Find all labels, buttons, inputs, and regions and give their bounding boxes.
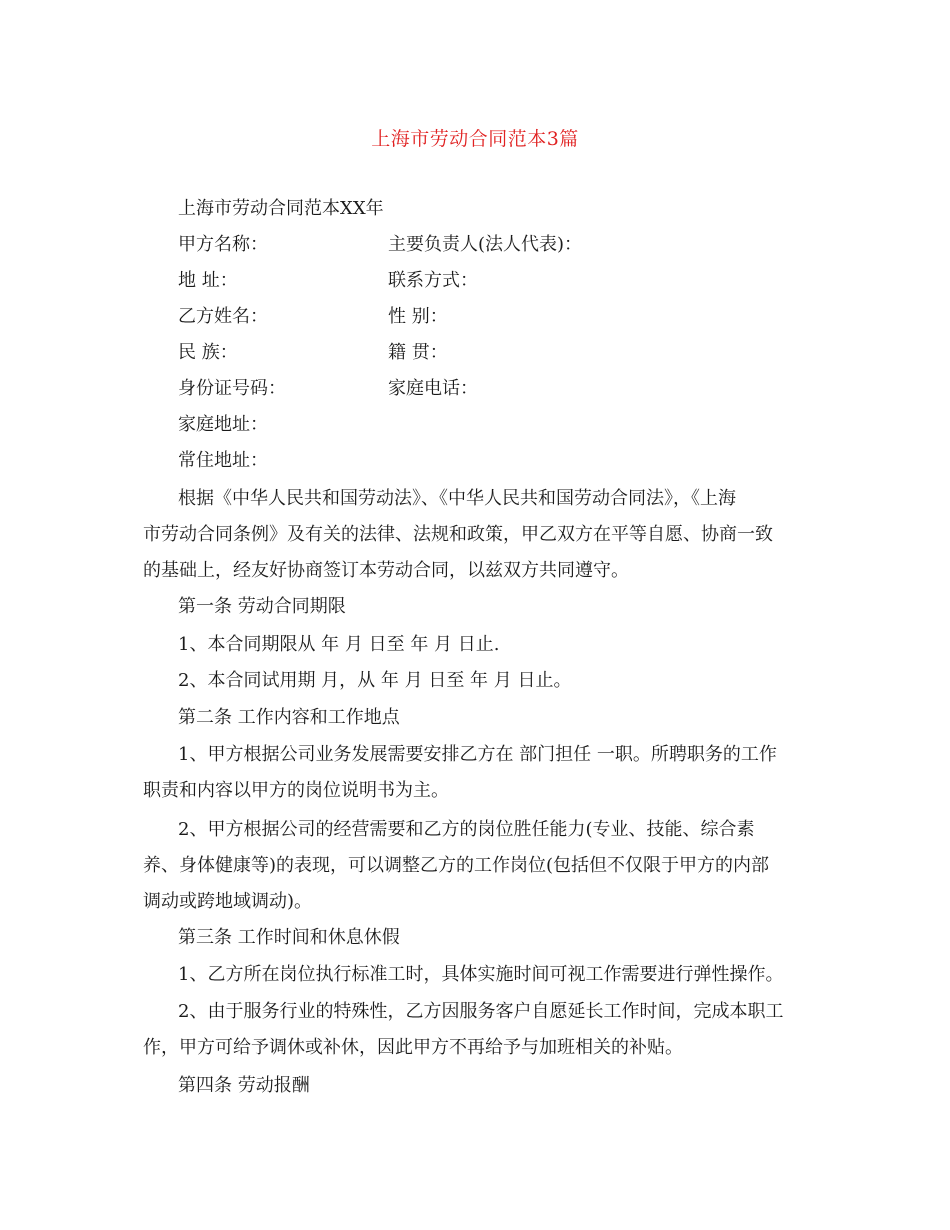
article-3-item-2-line-2: 作，甲方可给予调休或补休，因此甲方不再给予与加班相关的补贴。 <box>143 1037 683 1058</box>
field-native-place: 籍 贯： <box>388 342 448 363</box>
article-3-item-1: 1、乙方所在岗位执行标准工时，具体实施时间可视工作需要进行弹性操作。 <box>178 964 784 985</box>
article-4-heading: 第四条 劳动报酬 <box>178 1075 310 1096</box>
field-contact: 联系方式： <box>388 270 478 291</box>
field-home-phone: 家庭电话： <box>388 378 478 399</box>
article-2-item-2-line-2: 养、身体健康等)的表现，可以调整乙方的工作岗位(包括但不仅限于甲方的内部 <box>143 855 770 876</box>
field-address: 地 址： <box>178 270 238 291</box>
contract-subtitle: 上海市劳动合同范本XX年 <box>178 198 384 219</box>
field-home-address: 家庭地址： <box>178 414 268 435</box>
article-2-item-2-line-3: 调动或跨地域调动)。 <box>143 891 313 912</box>
field-party-b-name: 乙方姓名： <box>178 306 268 327</box>
article-1-item-2: 2、本合同试用期 月，从 年 月 日至 年 月 日止。 <box>178 670 572 691</box>
article-2-item-2-line-1: 2、甲方根据公司的经营需要和乙方的岗位胜任能力(专业、技能、综合素 <box>178 819 755 840</box>
field-ethnicity: 民 族： <box>178 342 238 363</box>
field-gender: 性 别： <box>388 306 448 327</box>
field-party-a-name: 甲方名称： <box>178 234 268 255</box>
field-row-ethnicity <box>178 335 843 371</box>
article-2-item-1-line-1: 1、甲方根据公司业务发展需要安排乙方在 部门担任 一职。所聘职务的工作 <box>178 744 777 765</box>
preamble-line-3: 的基础上，经友好协商签订本劳动合同，以兹双方共同遵守。 <box>143 560 629 581</box>
article-2-heading: 第二条 工作内容和工作地点 <box>178 707 400 728</box>
field-row-id <box>178 371 843 407</box>
preamble-line-2: 市劳动合同条例》及有关的法律、法规和政策，甲乙双方在平等自愿、协商一致 <box>143 524 773 545</box>
field-row-party-a <box>178 227 843 263</box>
document-title: 上海市劳动合同范本3篇 <box>371 128 579 150</box>
preamble-line-1: 根据《中华人民共和国劳动法》、《中华人民共和国劳动合同法》，《上海 <box>178 488 736 509</box>
field-legal-rep: 主要负责人(法人代表)： <box>388 234 583 255</box>
field-id-number: 身份证号码： <box>178 378 286 399</box>
field-row-address <box>178 263 843 299</box>
article-3-item-2-line-1: 2、由于服务行业的特殊性，乙方因服务客户自愿延长工作时间，完成本职工 <box>178 1001 784 1022</box>
article-1-item-1: 1、本合同期限从 年 月 日至 年 月 日止. <box>178 634 500 655</box>
article-3-heading: 第三条 工作时间和休息休假 <box>178 927 400 948</box>
article-1-heading: 第一条 劳动合同期限 <box>178 596 346 617</box>
field-residence-address: 常住地址： <box>178 450 268 471</box>
field-row-party-b <box>178 299 843 335</box>
article-2-item-1-line-2: 职责和内容以甲方的岗位说明书为主。 <box>143 780 449 801</box>
